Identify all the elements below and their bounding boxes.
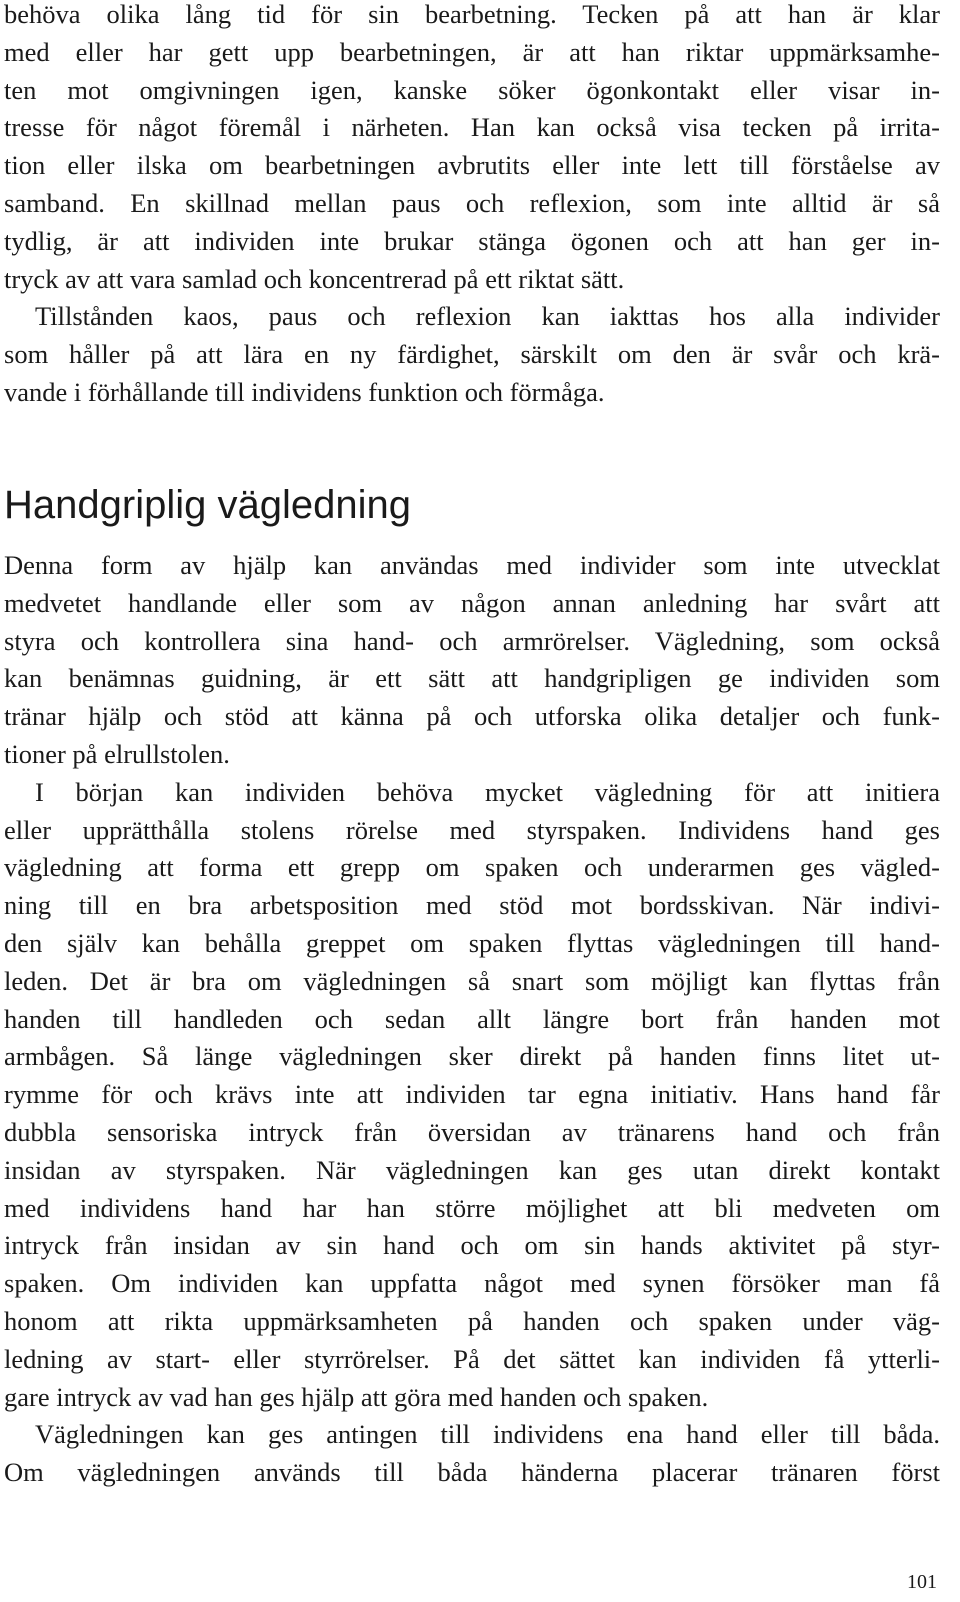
text-line: vägledning att forma ett grepp om spaken och underarmen ges vägled-	[4, 852, 940, 883]
text-line: dubbla sensoriska intryck från översidan av tränarens hand och från	[4, 1116, 940, 1147]
text-line: medvetet handlande eller som av någon annan anledning har svårt att	[4, 587, 940, 618]
text-line: spaken. Om individen kan uppfatta något med synen försöker man få	[4, 1268, 940, 1299]
text-line: tion eller ilska om bearbetningen avbrutits eller inte lett till förståelse av	[4, 150, 940, 181]
text-line: ten mot omgivningen igen, kanske söker ögonkontakt eller visar in-	[4, 74, 940, 105]
page-number: 101	[907, 1571, 937, 1593]
text-line: ledning av start- eller styrrörelser. På det sättet kan individen få ytterli-	[4, 1343, 940, 1374]
text-line: Vägledningen kan ges antingen till individens ena hand eller till båda.	[35, 1419, 940, 1450]
text-line: behöva olika lång tid för sin bearbetning. Tecken på att han är klar	[4, 0, 940, 29]
text-line: vande i förhållande till individens funktion och förmåga.	[4, 376, 605, 407]
text-line: eller upprätthålla stolens rörelse med styrspaken. Individens hand ges	[4, 814, 940, 845]
text-line: tryck av att vara samlad och koncentrerad på ett riktat sätt.	[4, 263, 625, 294]
main-paragraph-block	[4, 547, 940, 1492]
text-line: Denna form av hjälp kan användas med individer som inte utvecklat	[4, 550, 940, 580]
text-line: leden. Det är bra om vägledningen så snart som möjligt kan flyttas från	[4, 965, 940, 996]
text-line: tresse för något föremål i närheten. Han kan också visa tecken på irrita-	[4, 112, 940, 143]
text-line: rymme för och krävs inte att individen tar egna initiativ. Hans hand får	[4, 1079, 940, 1110]
text-line: som håller på att lära en ny färdighet, särskilt om den är svår och krä-	[4, 339, 940, 370]
text-line: med eller har gett upp bearbetningen, är att han riktar uppmärksamhe-	[4, 36, 940, 67]
text-line: I början kan individen behöva mycket vägledning för att initiera	[35, 776, 940, 807]
text-line: gare intryck av vad han ges hjälp att göra med handen och spaken.	[4, 1381, 709, 1412]
text-line: honom att rikta uppmärksamheten på handen och spaken under väg-	[4, 1305, 940, 1336]
text-line: styra och kontrollera sina hand- och armrörelser. Vägledning, som också	[4, 625, 940, 656]
text-line: kan benämnas guidning, är ett sätt att handgripligen ge individen som	[4, 663, 940, 694]
text-line: tioner på elrullstolen.	[4, 738, 230, 769]
text-line: armbågen. Så länge vägledningen sker direkt på handen finns litet ut-	[4, 1041, 940, 1072]
text-line: ning till en bra arbetsposition med stöd mot bordsskivan. När indivi-	[4, 890, 940, 921]
text-line: med individens hand har han större möjlighet att bli medveten om	[4, 1192, 940, 1223]
text-line: insidan av styrspaken. När vägledningen kan ges utan direkt kontakt	[4, 1154, 940, 1185]
top-paragraph-block	[4, 0, 940, 412]
text-line: samband. En skillnad mellan paus och reflexion, som inte alltid är så	[4, 187, 940, 218]
text-line: den själv kan behålla greppet om spaken flyttas vägledningen till hand-	[4, 927, 940, 958]
text-line: tydlig, är att individen inte brukar stänga ögonen och att han ger in-	[4, 225, 940, 256]
text-line: handen till handleden och sedan allt längre bort från handen mot	[4, 1003, 940, 1034]
section-heading: Handgriplig vägledning	[4, 483, 411, 527]
text-line: Om vägledningen används till båda händerna placerar tränaren först	[4, 1457, 940, 1488]
text-line: Tillstånden kaos, paus och reflexion kan iakttas hos alla individer	[35, 301, 940, 332]
text-line: intryck från insidan av sin hand och om sin hands aktivitet på styr-	[4, 1230, 940, 1261]
text-line: tränar hjälp och stöd att känna på och utforska olika detaljer och funk-	[4, 701, 940, 732]
